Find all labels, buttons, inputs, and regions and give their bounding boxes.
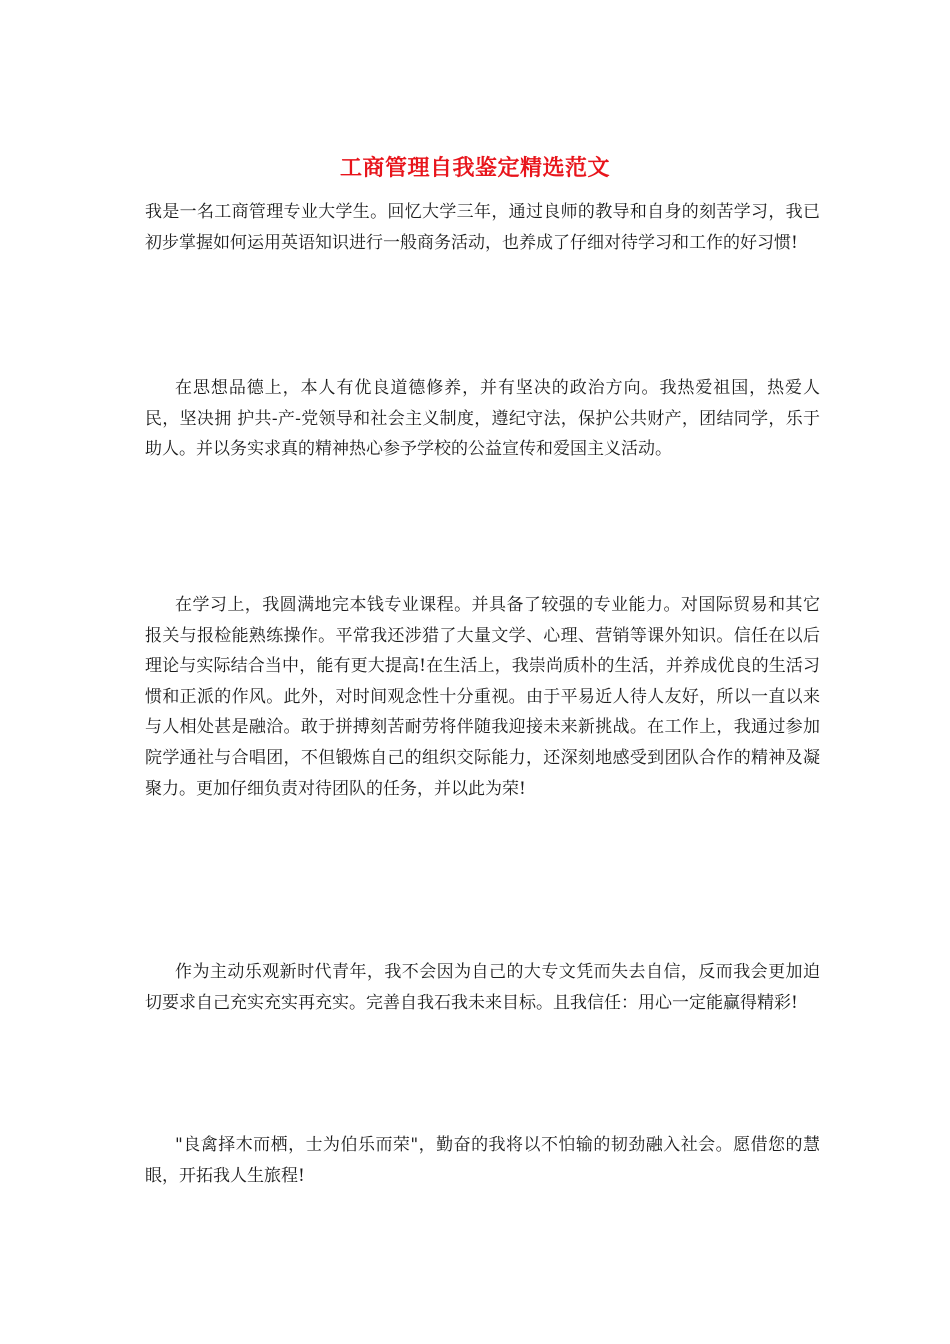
paragraph-closing: "良禽择木而栖，士为伯乐而荣"，勤奋的我将以不怕输的韧劲融入社会。愿借您的慧眼，开拓我人生旅程! [145,1135,820,1186]
paragraph-morality: 在思想品德上，本人有优良道德修养，并有坚决的政治方向。我热爱祖国，热爱人民，坚决拥 护共-产-党领导和社会主义制度，遵纪守法，保护公共财产，团结同学，乐于助人。并以务实求真的精神热心参予学校的公益宣传和爱国主义活动。 [145,378,820,460]
document-title: 工商管理自我鉴定精选范文 [339,155,610,181]
paragraph-study-life-work: 在学习上，我圆满地完本钱专业课程。并具备了较强的专业能力。对国际贸易和其它报关与报检能熟练操作。平常我还涉猎了大量文学、心理、营销等课外知识。信任在以后理论与实际结合当中，能有更大提高!在生活上，我崇尚质朴的生活，并养成优良的生活习惯和正派的作风。此外，对时间观念性十分重视。由于平易近人待人友好，所以一直以来与人相处甚是融洽。敢于拼搏刻苦耐劳将伴随我迎接未来新挑战。在工作上，我通过参加院学通社与合唱团，不但锻炼自己的组织交际能力，还深刻地感受到团队合作的精神及凝聚力。更加仔细负责对待团队的任务，并以此为荣! [145,595,820,799]
paragraph-confidence: 作为主动乐观新时代青年，我不会因为自己的大专文凭而失去自信，反而我会更加迫切要求自己充实充实再充实。完善自我石我未来目标。且我信任：用心一定能赢得精彩! [145,962,820,1013]
paragraph-intro: 我是一名工商管理专业大学生。回忆大学三年，通过良师的教导和自身的刻苦学习，我已初步掌握如何运用英语知识进行一般商务活动，也养成了仔细对待学习和工作的好习惯! [145,202,820,253]
